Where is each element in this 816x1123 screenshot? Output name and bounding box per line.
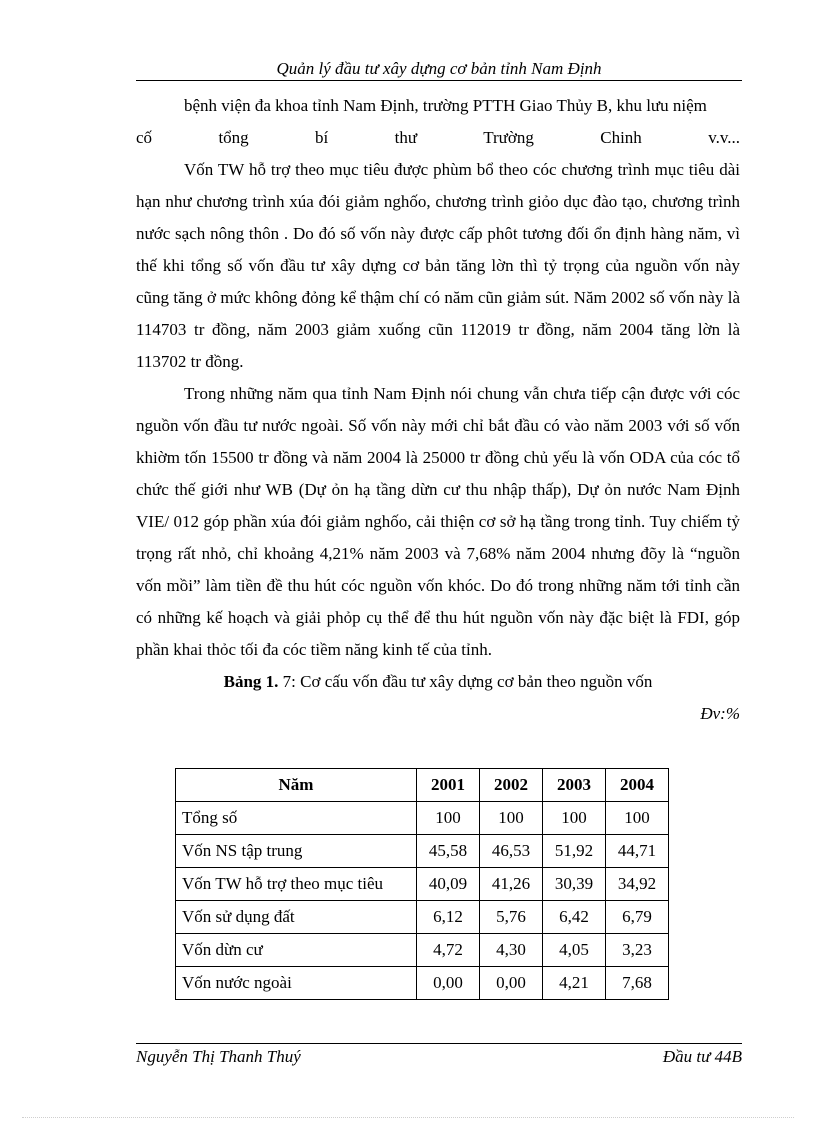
- header-cell-year: Năm: [176, 769, 417, 802]
- page-footer: [136, 1043, 742, 1068]
- row-label: Tổng số: [176, 802, 417, 835]
- header-cell-2001: 2001: [417, 769, 480, 802]
- page-header: Quản lý đầu tư xây dựng cơ bản tỉnh Nam Định: [136, 58, 742, 81]
- table-unit: Đv:%: [700, 704, 740, 723]
- table-cell: 0,00: [417, 967, 480, 1000]
- paragraph-3: Vốn TW hỗ trợ theo mục tiêu được phùm bổ theo cóc chương trình mục tiêu dài hạn như chương trình xúa đói giảm nghốo, chương trình giỏo dục đào tạo, chương trình nước sạch nông thôn . Do đó số vốn này được cấp phôt tương đối ổn định hàng năm, vì thế khi tổng số vốn đầu tư xây dựng cơ bản tăng lờn thì tỷ trọng của nguồn vốn này cũng tăng ở mức không đỏng kể thậm chí có năm cũn giảm sút. Năm 2002 số vốn này là 114703 tr đồng, năm 2003 giảm xuống cũn 112019 tr đồng, năm 2004 tăng lờn là 113702 tr đồng.: [136, 160, 740, 371]
- table-cell: 0,00: [480, 967, 543, 1000]
- row-label: Vốn sử dụng đất: [176, 901, 417, 934]
- table-cell: 44,71: [606, 835, 669, 868]
- table-cell: 100: [606, 802, 669, 835]
- table-cell: 100: [480, 802, 543, 835]
- table-row: [176, 901, 669, 934]
- row-label: Vốn TW hỗ trợ theo mục tiêu: [176, 868, 417, 901]
- paragraph-1: bệnh viện đa khoa tỉnh Nam Định, trường PTTH Giao Thủy B, khu lưu niệm: [184, 96, 707, 115]
- header-cell-2002: 2002: [480, 769, 543, 802]
- header-cell-2004: 2004: [606, 769, 669, 802]
- table-cell: 4,30: [480, 934, 543, 967]
- table-cell: 100: [543, 802, 606, 835]
- row-label: Vốn nước ngoài: [176, 967, 417, 1000]
- row-label: Vốn NS tập trung: [176, 835, 417, 868]
- footer-class: Đầu tư 44B: [662, 1047, 742, 1066]
- capital-structure-table: [175, 768, 669, 1000]
- table-cell: 7,68: [606, 967, 669, 1000]
- table-row: [176, 802, 669, 835]
- table-row: [176, 868, 669, 901]
- table-header-row: [176, 769, 669, 802]
- table-cell: 6,12: [417, 901, 480, 934]
- table-cell: 45,58: [417, 835, 480, 868]
- table-cell: 51,92: [543, 835, 606, 868]
- table-cell: 40,09: [417, 868, 480, 901]
- table-cell: 41,26: [480, 868, 543, 901]
- table-row: [176, 835, 669, 868]
- document-body: [136, 90, 740, 730]
- table-row: [176, 934, 669, 967]
- paragraph-2: cố tổng bí thư Trường Chinh v.v...: [136, 128, 740, 147]
- page-edge-divider: [22, 1117, 794, 1118]
- table-cell: 100: [417, 802, 480, 835]
- row-label: Vốn dừn cư: [176, 934, 417, 967]
- footer-author: Nguyễn Thị Thanh Thuý: [136, 1047, 301, 1066]
- table-cell: 4,72: [417, 934, 480, 967]
- table-caption-label: Bảng 1.: [223, 672, 279, 691]
- table-cell: 6,42: [543, 901, 606, 934]
- table-cell: 5,76: [480, 901, 543, 934]
- table-caption-text: 7: Cơ cấu vốn đầu tư xây dựng cơ bản theo nguồn vốn: [278, 672, 653, 691]
- table-cell: 6,79: [606, 901, 669, 934]
- table-cell: 34,92: [606, 868, 669, 901]
- table-cell: 30,39: [543, 868, 606, 901]
- paragraph-4: Trong những năm qua tỉnh Nam Định nói chung vẫn chưa tiếp cận được với cóc nguồn vốn đầu tư nước ngoài. Số vốn này mới chỉ bắt đầu có vào năm 2003 với số vốn khiờm tốn 15500 tr đồng và năm 2004 là 25000 tr đồng chủ yếu là vốn ODA của cóc tổ chức thế giới như WB (Dự ỏn hạ tầng dừn cư thu nhập thấp), Dự ỏn nước Nam Định VIE/ 012 góp phần xúa đói giảm nghốo, cải thiện cơ sở hạ tầng trong tỉnh. Tuy chiếm tỷ trọng rất nhỏ, chỉ khoảng 4,21% năm 2003 và 7,68% năm 2004 nhưng đõy là “nguồn vốn mồi” làm tiền đề thu hút cóc nguồn vốn khóc. Do đó trong những năm tới tỉnh cần có những kế hoạch và giải phỏp cụ thể để thu hút nguồn vốn này đặc biệt là FDI, góp phần khai thỏc tối đa cóc tiềm năng kinh tế của tỉnh.: [136, 384, 740, 659]
- table-row: [176, 967, 669, 1000]
- table-caption: [136, 666, 740, 698]
- table-cell: 4,05: [543, 934, 606, 967]
- header-cell-2003: 2003: [543, 769, 606, 802]
- table-cell: 4,21: [543, 967, 606, 1000]
- table-cell: 46,53: [480, 835, 543, 868]
- table-cell: 3,23: [606, 934, 669, 967]
